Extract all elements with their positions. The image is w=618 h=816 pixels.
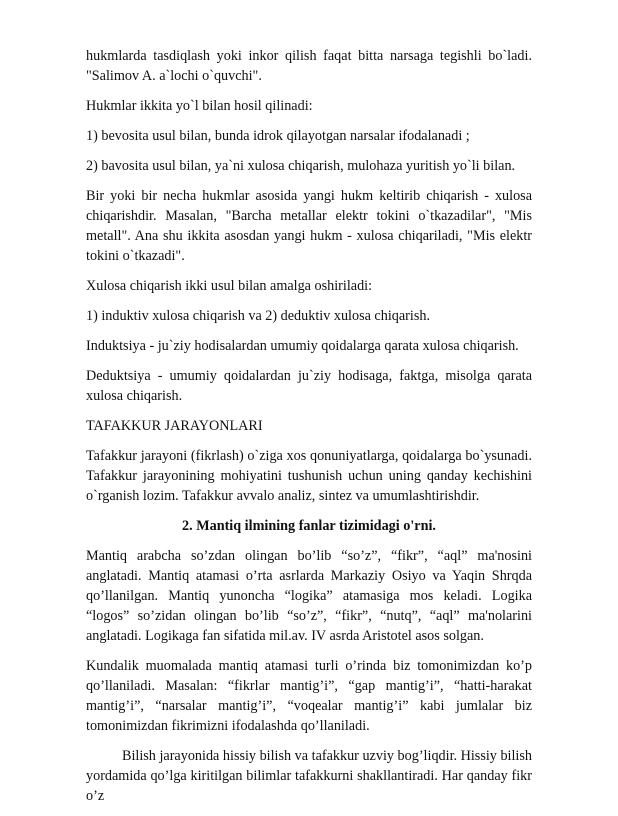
list-item-bevosita: 1) bevosita usul bilan, bunda idrok qilayotgan narsalar ifodalanadi ; [86, 128, 470, 144]
paragraph-tafakkur-jarayoni: Tafakkur jarayoni (fikrlash) o`ziga xos qonuniyatlarga, qoidalarga bo`ysunadi. Tafakkur jarayonining mohiyatini tushunish uchun uning qanday kechishini o`rganish lozim. Tafakkur avvalo analiz, sintez va umumlashtirishdir. [86, 448, 532, 504]
section-heading-mantiq: 2. Mantiq ilmining fanlar tizimidagi o'rni. [182, 518, 436, 534]
paragraph-xulosa-ways: Xulosa chiqarish ikki usul bilan amalga oshiriladi: [86, 278, 373, 294]
paragraph-induktsiya: Induktsiya - ju`ziy hodisalardan umumiy qoidalarga qarata xulosa chiqarish. [86, 338, 519, 354]
paragraph-mantiq-usage: Kundalik muomalada mantiq atamasi turli o’rinda biz tomonimizdan ko’p qo’llaniladi. Masalan: “fikrlar mantig’i”, “gap mantig’i”, “hatti-harakat mantig’i”, “narsalar mantig’i”, “voqealar mantig’i” kabi jumlalar biz tomonimizdan fikrimizni ifodalashda qo’llaniladi. [86, 658, 532, 734]
paragraph-hukm-ways: Hukmlar ikkita yo`l bilan hosil qilinadi: [86, 98, 313, 114]
section-title-tafakkur: TAFAKKUR JARAYONLARI [86, 418, 263, 434]
paragraph-hukm-definition: hukmlarda tasdiqlash yoki inkor qilish faqat bitta narsaga tegishli bo`ladi. "Salimov A. a`lochi o`quvchi". [86, 48, 532, 84]
paragraph-deduktsiya: Deduktsiya - umumiy qoidalardan ju`ziy hodisaga, faktga, misolga qarata xulosa chiqarish. [86, 368, 532, 404]
paragraph-xulosa-definition: Bir yoki bir necha hukmlar asosida yangi hukm keltirib chiqarish - xulosa chiqarishdir. Masalan, "Barcha metallar elektr tokini o`tkazadilar", "Mis metall". Ana shu ikkita asosdan yangi hukm - xulosa chiqariladi, "Mis elektr tokini o`tkazadi". [86, 188, 532, 264]
paragraph-mantiq-etymology: Mantiq arabcha so’zdan olingan bo’lib “so’z”, “fikr”, “aql” ma'nosini anglatadi. Mantiq atamasi o’rta asrlarda Markaziy Osiyo va Yaqin Shrqda qo’llanilgan. Mantiq yunoncha “logika” atamasiga mos keladi. Logika “logos” so’zidan olingan bo’lib “so’z”, “fikr”, “nutq”, “aql” ma'nolarini anglatadi. Logikaga fan sifatida mil.av. IV asrda Aristotel asos solgan. [86, 548, 532, 644]
list-item-induktiv-deduktiv: 1) induktiv xulosa chiqarish va 2) deduktiv xulosa chiqarish. [86, 308, 430, 324]
paragraph-bilish-jarayoni: Bilish jarayonida hissiy bilish va tafakkur uzviy bog’liqdir. Hissiy bilish yordamida qo’lga kiritilgan bilimlar tafakkurni shakllantiradi. Har qanday fikr o’z [86, 748, 532, 804]
list-item-bavosita: 2) bavosita usul bilan, ya`ni xulosa chiqarish, mulohaza yuritish yo`li bilan. [86, 158, 516, 174]
document-page [86, 46, 532, 816]
